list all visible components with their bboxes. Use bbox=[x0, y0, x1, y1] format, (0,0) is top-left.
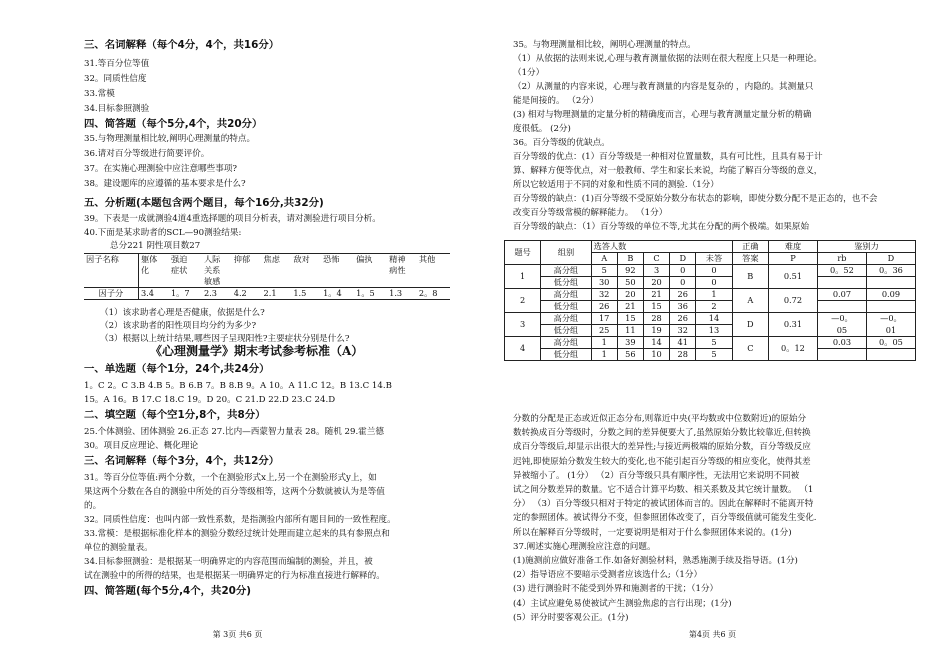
list-item: 34.目标参照测验 bbox=[84, 104, 150, 114]
table-cell bbox=[262, 276, 292, 288]
table-cell: 11 bbox=[617, 325, 643, 337]
list-item: 38。建设题库的应遵循的基本要求是什么? bbox=[84, 179, 246, 189]
table-cell: 敏感 bbox=[203, 276, 221, 286]
table-cell bbox=[84, 265, 138, 276]
answer-section-3: 三、名词解释（每个3分，4个，共12分） bbox=[84, 455, 280, 467]
table-row bbox=[505, 277, 916, 289]
list-item: 37。在实施心理测验中应注意哪些事项? bbox=[84, 164, 238, 174]
table-row bbox=[84, 276, 450, 288]
table-cell: 偏执 bbox=[354, 254, 387, 266]
table-cell: 14 bbox=[696, 313, 732, 325]
table-cell: 5 bbox=[696, 337, 732, 349]
table-cell: 36 bbox=[670, 301, 696, 313]
table-cell: 32 bbox=[670, 325, 696, 337]
table-cell: 21 bbox=[617, 301, 643, 313]
table-cell: 1 bbox=[591, 349, 617, 361]
table-cell: 0.72 bbox=[768, 289, 817, 313]
table-cell: 20 bbox=[617, 289, 643, 301]
table-cell: 0。36 bbox=[866, 265, 915, 277]
list-item: （1）该求助者心理是否健康，依据是什么? bbox=[100, 308, 265, 318]
text-line: （2）从测量的内容来说，心理与教育测量的内容是复杂的 ，内隐的。其测量只 bbox=[513, 82, 814, 92]
table-cell bbox=[169, 276, 202, 288]
text-line: (3) 相对与物理测量的定量分析的精确度而言，心理与教育测量定量分析的精确 bbox=[513, 110, 812, 120]
table-cell: C bbox=[643, 253, 669, 265]
table-row bbox=[84, 254, 450, 266]
table-cell bbox=[866, 277, 915, 289]
table-cell: 2.1 bbox=[262, 288, 292, 300]
text-line: (3) 进行测验时不能受到外界和施测者的干扰；（1分） bbox=[513, 584, 719, 595]
text-line: 25.个体测验、团体测验 26.正态 27.比内—西蒙智力量表 28。随机 29.霍兰德 bbox=[84, 427, 384, 437]
table-cell: 焦虑 bbox=[262, 254, 292, 266]
table-cell: 41 bbox=[670, 337, 696, 349]
table-cell: 26 bbox=[670, 289, 696, 301]
text-line: 31。等百分位等值:两个分数，一个在测验形式x上,另一个在测验形式y上，如 bbox=[84, 473, 377, 483]
table-cell bbox=[866, 301, 915, 313]
text-line: 成百分等级后,却显示出很大的差异性;与接近两极端的原始分数，百分等级反应 bbox=[513, 442, 811, 453]
table-cell: 26 bbox=[670, 313, 696, 325]
table-cell: 题号 bbox=[505, 241, 541, 265]
table-cell: 高分组 bbox=[541, 265, 591, 277]
table-cell bbox=[321, 265, 354, 276]
table-cell: 1 bbox=[505, 265, 541, 289]
table-cell: 敌对 bbox=[291, 254, 321, 266]
table-cell: 病性 bbox=[389, 265, 406, 275]
table-cell: 其他 bbox=[417, 254, 450, 266]
table-cell: 低分组 bbox=[541, 325, 591, 337]
table-cell: 0。05 bbox=[866, 337, 915, 349]
table-cell: 32 bbox=[591, 289, 617, 301]
table-cell: —0。 bbox=[866, 313, 915, 325]
table-row bbox=[505, 337, 916, 349]
table-cell: 0 bbox=[670, 265, 696, 277]
table-cell: 0 bbox=[670, 277, 696, 289]
table-cell: 1。7 bbox=[169, 288, 202, 300]
table-cell: 低分组 bbox=[541, 301, 591, 313]
table-cell: B bbox=[732, 265, 768, 289]
table-cell: 恐怖 bbox=[321, 254, 354, 266]
answer-section-1: 一、单选题（每个1分，24个,共24分） bbox=[84, 363, 270, 375]
table-cell: 未答 bbox=[696, 253, 732, 265]
table-cell: 强迫 bbox=[169, 254, 202, 266]
text-line: 分） （3）百分等级只相对于特定的被试团体而言的。因此在解释时不能离开特 bbox=[513, 499, 814, 510]
scl90-table bbox=[84, 253, 450, 300]
list-item: （2）该求助者的阳性项目均分约为多少? bbox=[100, 321, 257, 331]
text-line: 百分等级的优点：(1）百分等级是一种相对位置量数，具有可比性，且具有易于计 bbox=[513, 152, 823, 162]
text-line: 试在测验中的所得的结果，也是根据某一明确界定的行为标准直接进行解释的。 bbox=[84, 571, 385, 581]
table-cell: —0。 bbox=[817, 313, 866, 325]
table-cell: 15 bbox=[643, 301, 669, 313]
text-line: 数转换成百分等级时，分数之间的差异便要大了,虽然原始分数比较靠近,但转换 bbox=[513, 428, 811, 439]
text-line: (5）评分时要客观公正。(1分) bbox=[513, 612, 629, 623]
text-line: 能是间接的。 （2分） bbox=[513, 96, 599, 106]
table-cell: 10 bbox=[643, 349, 669, 361]
text-line: 34.目标参照测验：是根据某一明确界定的内容范围而编制的测验，并且，被 bbox=[84, 557, 373, 567]
table-cell bbox=[232, 265, 262, 276]
table-cell: 1.5 bbox=[291, 288, 321, 300]
table-cell: 难度 bbox=[768, 241, 817, 253]
table-cell: 3 bbox=[505, 313, 541, 337]
text-line: 30。项目反应理论、概化理论 bbox=[84, 441, 199, 451]
text-line: （1分） bbox=[513, 68, 545, 78]
text-line: (1)施测前应做好准备工作.如备好测验材料，熟悉施测手续及指导语。(1分) bbox=[513, 556, 798, 566]
text-line: 度很低。 (2分) bbox=[513, 124, 571, 134]
text-line: （1）从依据的法则来说,心理与教育测量依据的法则在很大程度上只是一种理论。 bbox=[513, 54, 822, 64]
table-row bbox=[505, 349, 916, 361]
text-line: 35。与物理测量相比较，阐明心理测量的特点。 bbox=[513, 40, 696, 50]
table-cell: 15 bbox=[617, 313, 643, 325]
table-cell: 5 bbox=[591, 265, 617, 277]
table-cell bbox=[417, 276, 450, 288]
section-3-heading: 三、名词解释（每个4分，4个，共16分） bbox=[84, 39, 280, 51]
item-analysis-table bbox=[504, 240, 916, 361]
text-line: 试之间分数差异的数量。它不适合计算平均数、相关系数及其它统计量数。 （1 bbox=[513, 485, 814, 495]
table-cell: 躯体 bbox=[138, 254, 169, 266]
table-cell: 1 bbox=[696, 289, 732, 301]
table-cell: A bbox=[732, 289, 768, 313]
table-row bbox=[505, 325, 916, 337]
table-cell: 0.09 bbox=[866, 289, 915, 301]
page-footer: 第4页 共6 页 bbox=[688, 630, 737, 639]
table-cell: D bbox=[732, 313, 768, 337]
table-cell: 19 bbox=[643, 325, 669, 337]
table-row bbox=[84, 288, 450, 300]
section-5-heading: 五、分析题(本题包含两个题目，每个16分,共32分) bbox=[84, 197, 324, 209]
question-40: 40.下面是某求助者的SCL—90测验结果: bbox=[84, 228, 242, 238]
table-cell: 3.4 bbox=[138, 288, 169, 300]
table-cell: 21 bbox=[643, 289, 669, 301]
text-line: 33.常模：是根据标准化样本的测验分数经过统计处理而建立起来的具有参照点和 bbox=[84, 529, 390, 539]
table-cell: 26 bbox=[591, 301, 617, 313]
table-cell: 28 bbox=[643, 313, 669, 325]
table-cell: 精神 bbox=[387, 254, 417, 266]
table-cell bbox=[262, 265, 292, 276]
table-cell: C bbox=[732, 337, 768, 361]
table-cell: 14 bbox=[643, 337, 669, 349]
answer-title: 《心理测量学》期末考试参考标准（A） bbox=[150, 344, 364, 358]
text-line: 所以它较适用于不同的对象和性质不同的测验.（1分） bbox=[513, 180, 719, 190]
table-cell: P bbox=[768, 253, 817, 265]
table-cell bbox=[817, 349, 866, 361]
table-cell bbox=[291, 276, 321, 288]
table-cell: 56 bbox=[617, 349, 643, 361]
right-page bbox=[475, 0, 950, 658]
table-cell: D bbox=[866, 253, 915, 265]
table-cell bbox=[417, 265, 450, 276]
table-cell: 1。4 bbox=[321, 288, 354, 300]
table-cell: A bbox=[591, 253, 617, 265]
text-line: 的。 bbox=[84, 501, 102, 511]
text-line: 1。C 2。C 3.B 4.B 5。B 6.B 7。B 8.B 9。A 10。A 11.C 12。B 13.C 14.B bbox=[84, 381, 392, 391]
table-cell bbox=[321, 276, 354, 288]
table-cell: 高分组 bbox=[541, 337, 591, 349]
text-line: 所以在解释百分等级时，一定要说明是相对于什么参照团体来说的。(1分) bbox=[513, 527, 792, 538]
section-4-heading: 四、简答题（每个5分,4个，共20分） bbox=[84, 118, 263, 130]
table-row bbox=[505, 301, 916, 313]
text-line: 定的参照团体。被试得分不变，但参照团体改变了，百分等级值就可能发生变化. bbox=[513, 513, 817, 524]
text-line: 分数的分配是正态或近似正态分布,则靠近中央(平均数或中位数附近)的原始分 bbox=[513, 414, 807, 424]
table-cell: 0.03 bbox=[817, 337, 866, 349]
table-cell: B bbox=[617, 253, 643, 265]
table-cell: 0.51 bbox=[768, 265, 817, 289]
table-row bbox=[505, 265, 916, 277]
table-cell: 50 bbox=[617, 277, 643, 289]
list-item: 33.常模 bbox=[84, 89, 115, 99]
table-cell bbox=[354, 265, 387, 276]
table-cell: 20 bbox=[643, 277, 669, 289]
table-cell: 0。12 bbox=[768, 337, 817, 361]
table-cell: 高分组 bbox=[541, 313, 591, 325]
table-cell bbox=[387, 276, 417, 288]
table-cell: 2。8 bbox=[417, 288, 450, 300]
table-cell: 低分组 bbox=[541, 277, 591, 289]
table-cell bbox=[354, 276, 387, 288]
table-row bbox=[84, 265, 450, 276]
table-cell bbox=[84, 276, 138, 288]
table-cell: 01 bbox=[866, 325, 915, 337]
table-cell bbox=[817, 277, 866, 289]
list-item: 32。同质性信度 bbox=[84, 74, 147, 84]
text-line: 15。A 16。B 17.C 18.C 19。D 20。C 21.D 22.D 23.C 24.D bbox=[84, 395, 336, 405]
table-cell: 0.07 bbox=[817, 289, 866, 301]
table-cell: 2 bbox=[505, 289, 541, 313]
text-line: 算、解释方便等优点，对一般教师、学生和家长来说，均能了解百分等级的意义， bbox=[513, 166, 823, 176]
table-cell: 05 bbox=[817, 325, 866, 337]
table-cell: 抑郁 bbox=[232, 254, 262, 266]
table-cell: 5 bbox=[696, 349, 732, 361]
table-cell: 正确 bbox=[732, 241, 768, 253]
text-line: 32。同质性信度：也叫内部一致性系数，是指测验内部所有题目间的一致性程度。 bbox=[84, 515, 396, 525]
table-cell: 化 bbox=[140, 265, 150, 275]
item-table-body bbox=[505, 265, 916, 361]
table-cell: 92 bbox=[617, 265, 643, 277]
list-item: 35.与物理测量相比较,阐明心理测量的特点。 bbox=[84, 134, 256, 144]
table-cell bbox=[866, 349, 915, 361]
table-cell: 低分组 bbox=[541, 349, 591, 361]
text-line: (4）主试应避免易使被试产生测验焦虑的言行出现；(1分) bbox=[513, 598, 732, 609]
table-row bbox=[505, 241, 916, 253]
table-cell: 高分组 bbox=[541, 289, 591, 301]
table-cell: 组别 bbox=[541, 241, 591, 265]
table-cell: rb bbox=[817, 253, 866, 265]
table-cell: 0.31 bbox=[768, 313, 817, 337]
table-cell: 1。5 bbox=[354, 288, 387, 300]
page-footer: 第 3页 共6 页 bbox=[212, 630, 263, 639]
table-cell: 1 bbox=[591, 337, 617, 349]
text-line: 单位的测验量表。 bbox=[84, 543, 153, 553]
text-line: 改变百分等级常模的解释能力。 （1分） bbox=[513, 208, 668, 218]
table-cell bbox=[138, 276, 169, 288]
table-cell: 4 bbox=[505, 337, 541, 361]
table-cell bbox=[817, 301, 866, 313]
table-cell: 2.3 bbox=[202, 288, 232, 300]
table-cell: 25 bbox=[591, 325, 617, 337]
text-line: 百分等级的缺点：（1）百分等级的单位不等,尤其在分配的两个极端。如果原始 bbox=[513, 222, 810, 232]
table-cell: 0 bbox=[696, 277, 732, 289]
table-row bbox=[505, 289, 916, 301]
answer-section-2: 二、填空题（每个空1分,8个，共8分） bbox=[84, 409, 266, 421]
text-line: 37.阐述实施心理测验应注意的问题。 bbox=[513, 541, 656, 552]
table-cell: 0 bbox=[696, 265, 732, 277]
text-line: 36。百分等级的优缺点。 bbox=[513, 138, 610, 148]
list-item: 31.等百分位等值 bbox=[84, 59, 150, 69]
table-cell bbox=[232, 276, 262, 288]
table-cell: 39 bbox=[617, 337, 643, 349]
table-row bbox=[505, 313, 916, 325]
text-line: (2）指导语应不要暗示受测者应该选什么;（1分） bbox=[513, 570, 703, 581]
table-cell: 17 bbox=[591, 313, 617, 325]
table-cell: 答案 bbox=[732, 253, 768, 265]
table-cell: 30 bbox=[591, 277, 617, 289]
table-cell: 因子名称 bbox=[84, 254, 138, 266]
text-line: 百分等级的缺点：(1)百分等级不受原始分数分布状态的影响，即使分数分配不是正态的，也不会 bbox=[513, 194, 878, 204]
table-cell bbox=[291, 265, 321, 276]
question-39: 39。下表是一成就测验4道4重选择题的项目分析表，请对测验进行项目分析。 bbox=[84, 214, 381, 224]
table-cell: 症状 bbox=[170, 265, 188, 275]
text-line: 异被缩小了。 (1分） （2）百分等级只具有顺序性，无法用它来说明不同被 bbox=[513, 470, 800, 481]
table-cell: 关系 bbox=[203, 265, 221, 275]
list-item: （3）根据以上统计结果,哪些因子呈现阳性?主要症状分别是什么? bbox=[100, 334, 350, 344]
table-cell: 因子分 bbox=[84, 288, 138, 300]
table-cell: 鉴别力 bbox=[817, 241, 915, 253]
table-cell: 2 bbox=[696, 301, 732, 313]
table-cell: 选答人数 bbox=[591, 241, 732, 253]
table-cell: 1.3 bbox=[387, 288, 417, 300]
text-line: 迟钝,即使原始分数发生较大的变化,也不能引起百分等级的相应变化，使得其差 bbox=[513, 456, 811, 467]
scl-note: 总分221 阴性项目数27 bbox=[110, 241, 201, 251]
table-cell: D bbox=[670, 253, 696, 265]
table-cell: 4.2 bbox=[232, 288, 262, 300]
table-cell: 28 bbox=[670, 349, 696, 361]
table-cell: 人际 bbox=[202, 254, 232, 266]
list-item: 36.请对百分等级进行简要评价。 bbox=[84, 149, 210, 159]
table-cell: 0。52 bbox=[817, 265, 866, 277]
table-cell: 3 bbox=[643, 265, 669, 277]
answer-section-4: 四、简答题(每个5分,4个，共20分) bbox=[84, 585, 252, 597]
text-line: 果这两个分数在各自的测验中所处的百分等级相等，这两个分数就被认为是等值 bbox=[84, 487, 385, 497]
table-cell: 13 bbox=[696, 325, 732, 337]
